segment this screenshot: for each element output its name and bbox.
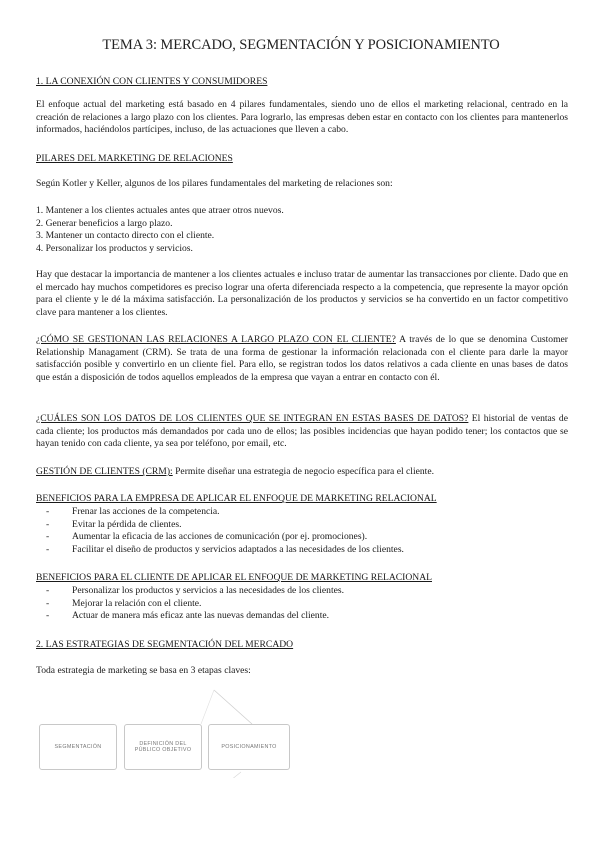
list-item: 3. Mantener un contacto directo con el cliente.	[36, 230, 215, 242]
gestion-label: GESTIÓN DE CLIENTES (CRM):	[36, 466, 173, 477]
datos-question: ¿CUÁLES SON LOS DATOS DE LOS CLIENTES QUE SE INTEGRAN EN ESTAS BASES DE DATOS?	[36, 413, 469, 424]
stages-diagram	[36, 688, 306, 778]
page-title: TEMA 3: MERCADO, SEGMENTACIÓN Y POSICIONAMIENTO	[102, 37, 500, 53]
section2-intro: Toda estrategia de marketing se basa en 3 etapas claves:	[36, 665, 251, 676]
list-item: - Facilitar el diseño de productos y servicios adaptados a las necesidades de los clientes.	[46, 544, 578, 557]
list-item: 1. Mantener a los clientes actuales antes que atraer otros nuevos.	[36, 205, 284, 216]
stage-box-posicionamiento: POSICIONAMIENTO	[208, 724, 290, 770]
pilares-heading: PILARES DEL MARKETING DE RELACIONES	[36, 153, 233, 164]
pilares-paragraph: Hay que destacar la importancia de mantener a los clientes actuales e incluso tratar de aumentar las transacciones por cliente. Dado que en el mercado hay muchos competidores es preciso lograr una oferta diferenciada respecto a la competencia, que represente la mayor opción para el cliente y le dé la máxima satisfacción. La personalización de los productos y servicios se ha convertido en un factor competitivo clave para mantener a los clientes.	[36, 269, 568, 318]
datos-paragraph	[36, 413, 568, 451]
list-item: - Evitar la pérdida de clientes.	[46, 519, 578, 532]
crm-question: ¿CÓMO SE GESTIONAN LAS RELACIONES A LARGO PLAZO CON EL CLIENTE?	[36, 334, 396, 345]
benef-cliente-list	[36, 585, 578, 623]
crm-answer: A través de lo que se denomina Customer Relationship Managament (CRM). Se trata de una forma de gestionar la información relacionada con el cliente para darle la mayor satisfacción posible y convertirlo en un cliente fiel. Para ello, se registran todos los datos relativos a cada cliente en unas bases de datos que están a disposición de todos aquellos empleados de la empresa que vayan a entrar en contacto con él.	[36, 334, 569, 383]
stage-box-segmentacion: SEGMENTACIÓN	[39, 724, 117, 770]
list-item: - Actuar de manera más eficaz ante las nuevas demandas del cliente.	[46, 610, 578, 623]
section1-paragraph: El enfoque actual del marketing está basado en 4 pilares fundamentales, siendo uno de ellos el marketing relacional, centrado en la creación de relaciones a largo plazo con los clientes. Para lograrlo, las empresas deben estar en contacto con los clientes para mantenerlos informados, haciéndolos partícipes, incluso, de las actuaciones que lleven a cabo.	[36, 99, 568, 136]
list-item: 2. Generar beneficios a largo plazo.	[36, 217, 173, 229]
stage-box-publico-objetivo: DEFINICIÓN DEL PÚBLICO OBJETIVO	[124, 724, 202, 770]
benef-cliente-heading: BENEFICIOS PARA EL CLIENTE DE APLICAR EL ENFOQUE DE MARKETING RELACIONAL	[36, 572, 432, 583]
section1-heading: 1. LA CONEXIÓN CON CLIENTES Y CONSUMIDORES	[36, 76, 268, 87]
pilares-list	[36, 205, 568, 255]
gestion-text: Permite diseñar una estrategia de negocio específica para el cliente.	[172, 466, 435, 477]
list-item: - Aumentar la eficacia de las acciones de comunicación (por ej. promociones).	[46, 531, 578, 544]
section2-heading: 2. LAS ESTRATEGIAS DE SEGMENTACIÓN DEL MERCADO	[36, 639, 294, 650]
list-item: - Mejorar la relación con el cliente.	[46, 598, 578, 611]
benef-empresa-list	[36, 506, 578, 556]
benef-empresa-heading: BENEFICIOS PARA LA EMPRESA DE APLICAR EL ENFOQUE DE MARKETING RELACIONAL	[36, 493, 437, 504]
pilares-intro: Según Kotler y Keller, algunos de los pilares fundamentales del marketing de relaciones son:	[36, 178, 393, 189]
crm-paragraph	[36, 334, 568, 384]
list-item: - Personalizar los productos y servicios a las necesidades de los clientes.	[46, 585, 578, 598]
list-item: - Frenar las acciones de la competencia.	[46, 506, 578, 519]
datos-answer: El historial de ventas de cada cliente; los productos más demandados por cada uno de ellos; las posibles incidencias que hayan podido tener; los contactos que se hayan tenido con cada cliente, ya sea por teléfono, por email, etc.	[36, 413, 568, 450]
gestion-paragraph	[36, 466, 568, 479]
list-item: 4. Personalizar los productos y servicios.	[36, 242, 193, 254]
